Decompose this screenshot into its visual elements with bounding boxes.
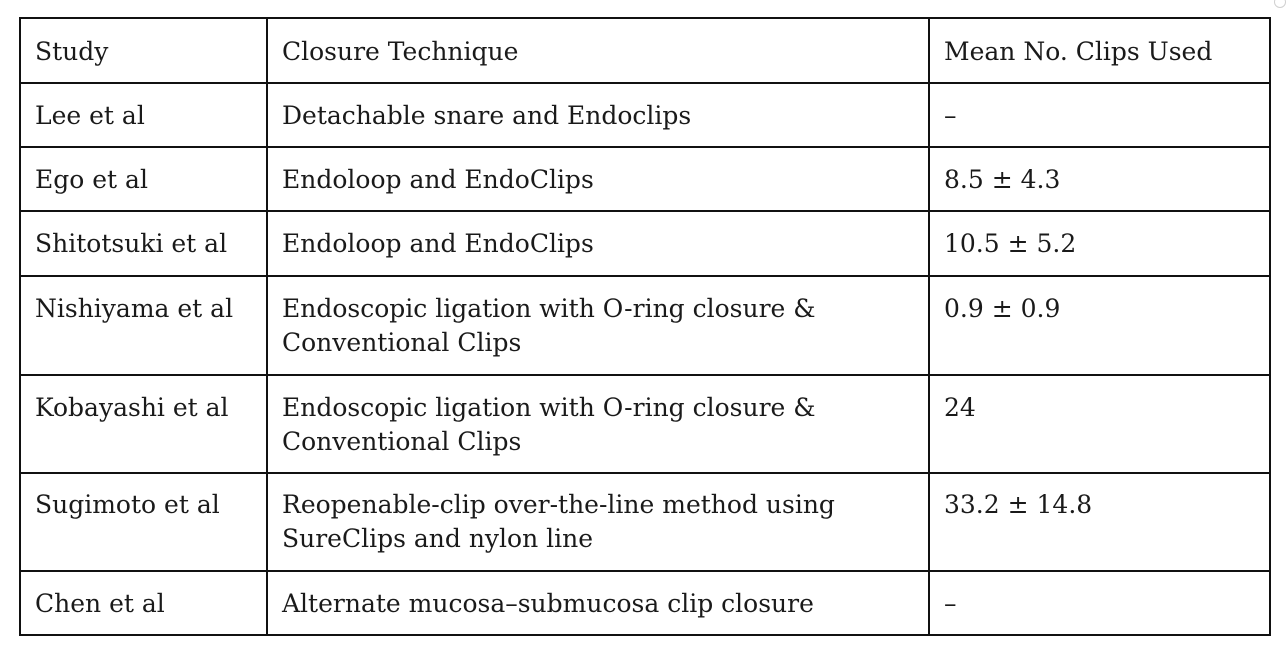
clip-closure-table bbox=[19, 17, 1271, 636]
cell-technique: Endoscopic ligation with O-ring closure & Conventional Clips bbox=[267, 375, 929, 473]
cell-mean-clips: 0.9 ± 0.9 bbox=[929, 276, 1270, 375]
header-closure-technique: Closure Technique bbox=[267, 18, 929, 83]
corner-handle-icon bbox=[1274, 0, 1286, 8]
cell-study: Chen et al bbox=[20, 571, 267, 635]
cell-mean-clips: 10.5 ± 5.2 bbox=[929, 211, 1270, 276]
cell-study: Sugimoto et al bbox=[20, 473, 267, 571]
cell-mean-clips: 24 bbox=[929, 375, 1270, 473]
header-mean-clips: Mean No. Clips Used bbox=[929, 18, 1270, 83]
cell-technique: Endoloop and EndoClips bbox=[267, 147, 929, 211]
cell-technique: Detachable snare and Endoclips bbox=[267, 83, 929, 147]
table-row bbox=[20, 571, 1270, 635]
cell-mean-clips: 33.2 ± 14.8 bbox=[929, 473, 1270, 571]
cell-technique: Endoscopic ligation with O-ring closure & Conventional Clips bbox=[267, 276, 929, 375]
table-row bbox=[20, 83, 1270, 147]
cell-study: Ego et al bbox=[20, 147, 267, 211]
cell-study: Lee et al bbox=[20, 83, 267, 147]
table-row bbox=[20, 375, 1270, 473]
table-row bbox=[20, 473, 1270, 571]
cell-mean-clips: – bbox=[929, 83, 1270, 147]
cell-study: Kobayashi et al bbox=[20, 375, 267, 473]
table-header-row bbox=[20, 18, 1270, 83]
table-row bbox=[20, 147, 1270, 211]
cell-technique: Alternate mucosa–submucosa clip closure bbox=[267, 571, 929, 635]
header-study: Study bbox=[20, 18, 267, 83]
table-row bbox=[20, 211, 1270, 276]
cell-technique: Reopenable-clip over-the-line method using SureClips and nylon line bbox=[267, 473, 929, 571]
cell-technique: Endoloop and EndoClips bbox=[267, 211, 929, 276]
cell-mean-clips: 8.5 ± 4.3 bbox=[929, 147, 1270, 211]
table-row bbox=[20, 276, 1270, 375]
cell-mean-clips: – bbox=[929, 571, 1270, 635]
cell-study: Nishiyama et al bbox=[20, 276, 267, 375]
cell-study: Shitotsuki et al bbox=[20, 211, 267, 276]
